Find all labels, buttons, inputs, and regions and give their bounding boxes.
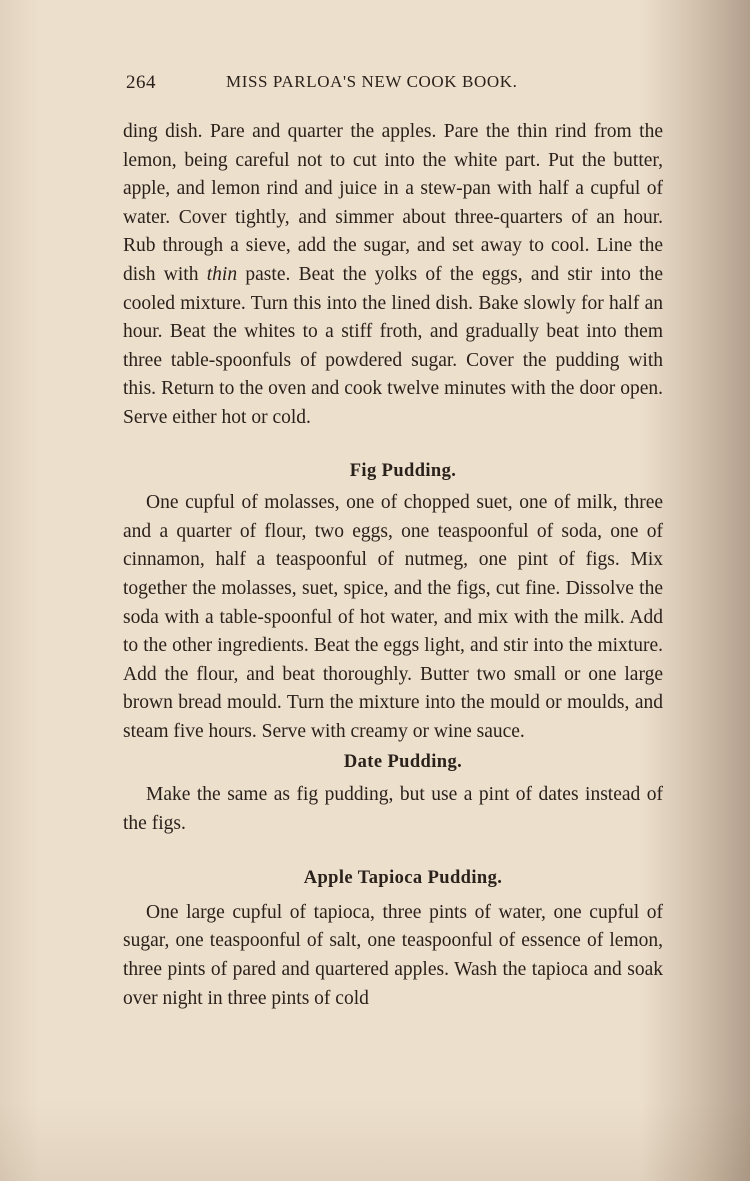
apple-tapioca-pudding-heading: Apple Tapioca Pudding. bbox=[303, 868, 503, 889]
running-head: MISS PARLOA'S NEW COOK BOOK. bbox=[226, 72, 518, 91]
page-body bbox=[123, 118, 663, 1013]
page-header bbox=[126, 72, 660, 102]
page-number: 264 bbox=[126, 72, 156, 93]
date-pudding-paragraph: Make the same as fig pudding, but use a pint of dates instead of the figs. bbox=[123, 784, 663, 834]
continued-text-part-2: paste. Beat the yolks of the eggs, and stir into the cooled mixture. Turn this into the lined dish. Bake slowly for half an hour. Beat the whites to a stiff froth, and gradually beat into them three table-spoonfuls of powdered sugar. Cover the pudding with this. Return to the oven and cook twelve minutes with the door open. Serve either hot or cold. bbox=[123, 263, 663, 428]
continued-text-part-1: ding dish. Pare and quarter the apples. Pare the thin rind from the lemon, being careful not to cut into the white part. Put the butter, apple, and lemon rind and juice in a stew-pan with half a cupful of water. Cover tightly, and simmer about three-quarters of an hour. Rub through a sieve, add the sugar, and set away to cool. Line the dish with bbox=[123, 121, 663, 285]
continued-paragraph bbox=[123, 118, 663, 433]
apple-tapioca-pudding-paragraph: One large cupful of tapioca, three pints of water, one cupful of sugar, one teaspoonful of salt, one teaspoonful of essence of lemon, three pints of pared and quartered apples. Wash the tapioca and soak over night in three pints of cold bbox=[123, 901, 663, 1009]
date-pudding-heading: Date Pudding. bbox=[343, 752, 463, 773]
fig-pudding-heading: Fig Pudding. bbox=[349, 460, 457, 481]
italic-word: thin bbox=[206, 263, 238, 285]
fig-pudding-paragraph: One cupful of molasses, one of chopped suet, one of milk, three and a quarter of flour, two eggs, one teaspoonful of soda, one of cinnamon, half a teaspoonful of nutmeg, one pint of figs. Mix together the molasses, suet, spice, and the figs, cut fine. Dissolve the soda with a table-spoonful of hot water, and mix with the milk. Add to the other ingredients. Beat the eggs light, and stir into the mixture. Add the flour, and beat thoroughly. Butter two small or one large brown bread mould. Turn the mixture into the mould or moulds, and steam five hours. Serve with creamy or wine sauce. bbox=[123, 492, 663, 742]
